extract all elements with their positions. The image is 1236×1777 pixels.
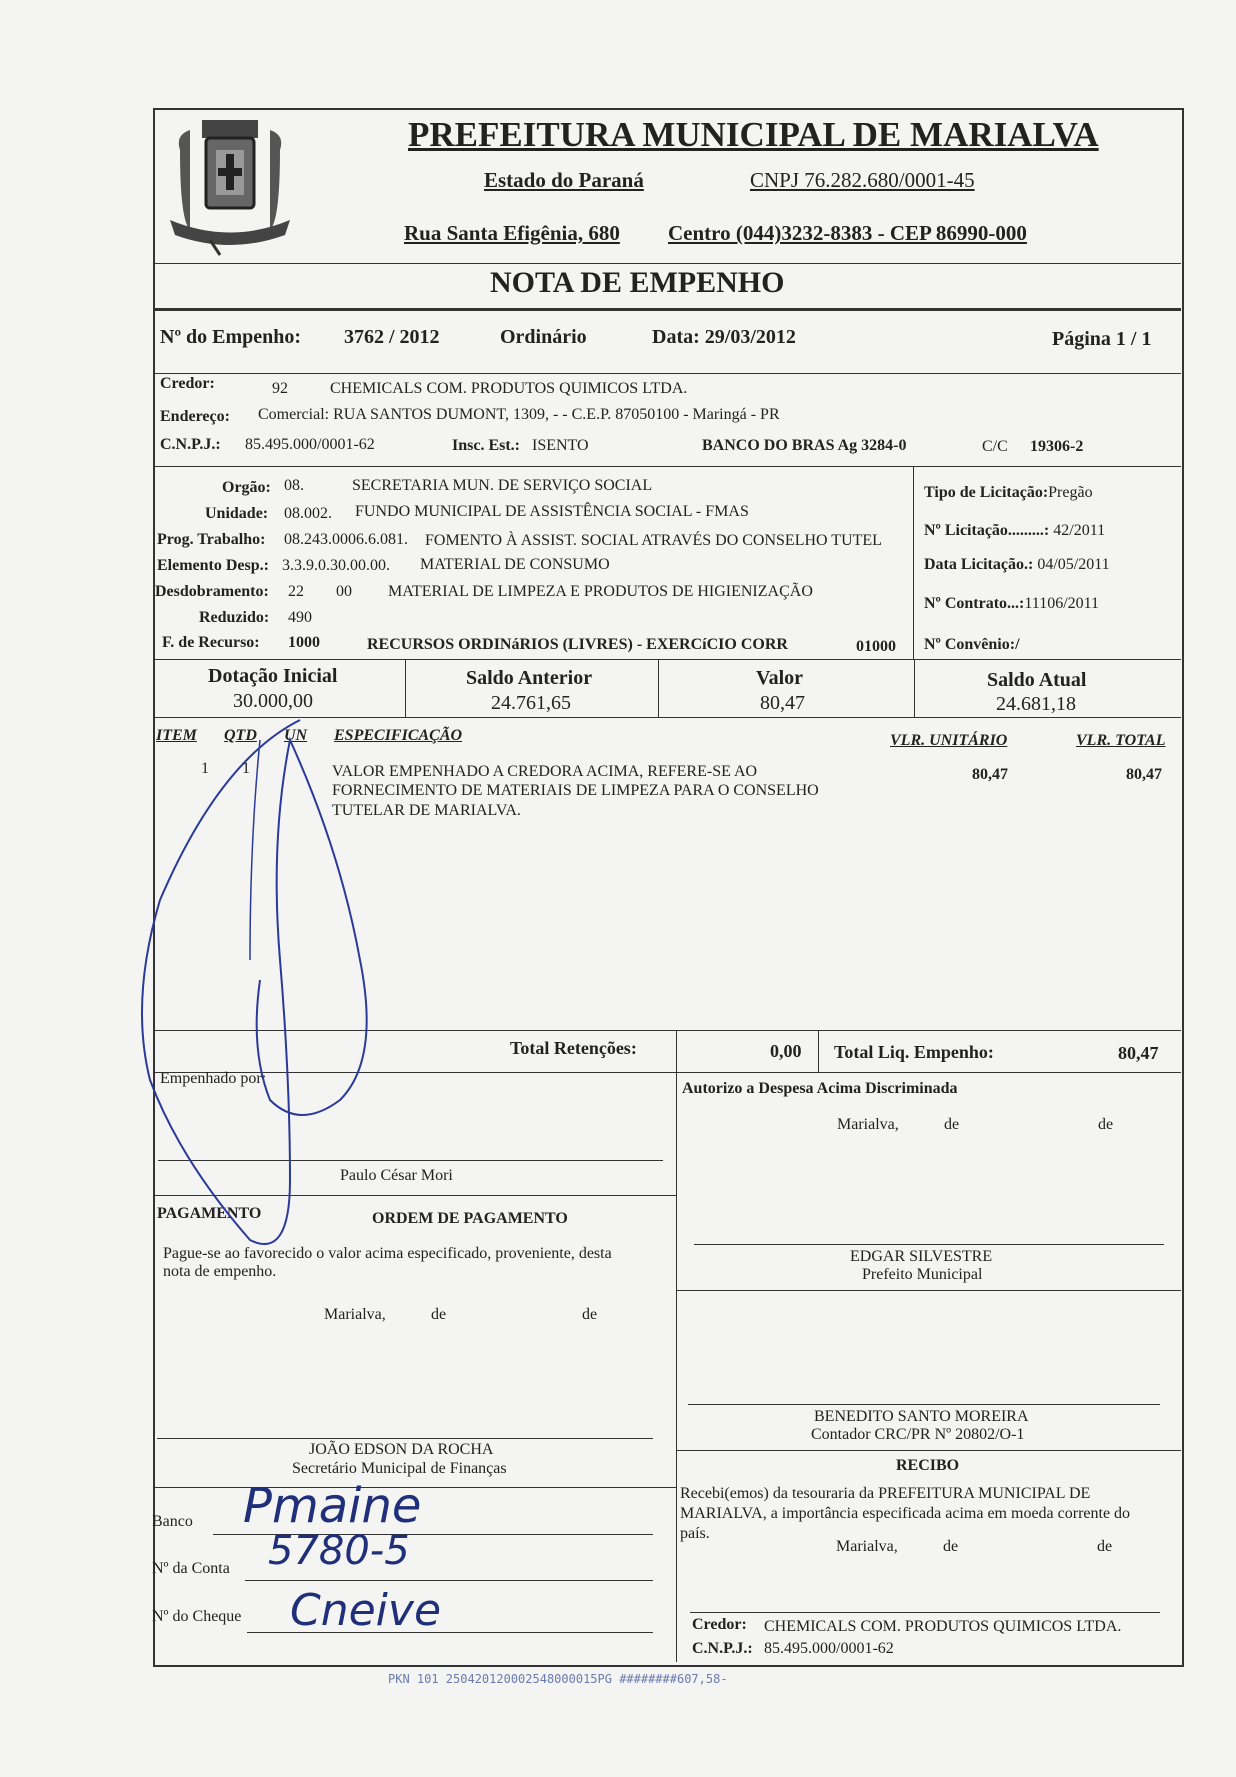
reduzido-label: Reduzido: — [199, 609, 270, 626]
licitacao-num — [924, 522, 1105, 540]
credor-label: Credor: — [160, 375, 215, 392]
autorizo-de2: de — [1098, 1116, 1114, 1133]
reduzido-value: 490 — [288, 609, 312, 626]
total-liq-value: 80,47 — [1118, 1043, 1159, 1063]
desd-label: Desdobramento: — [155, 583, 269, 600]
credor-code: 92 — [272, 380, 288, 397]
pen-scribble-icon — [140, 700, 463, 1260]
address-field-label: Endereço: — [160, 408, 230, 425]
orgao-name: SECRETARIA MUN. DE SERVIÇO SOCIAL — [352, 477, 653, 494]
contrato — [924, 595, 1099, 613]
contrato-value: 11106/2011 — [1024, 595, 1100, 612]
empenho-date: Data: 29/03/2012 — [652, 326, 796, 348]
contrato-label: Nº Contrato...: — [924, 595, 1025, 612]
total-liq-label: Total Liq. Empenho: — [834, 1042, 994, 1062]
pagamento-text1: Pague-se ao favorecido o valor acima especificado, proveniente, desta — [163, 1245, 612, 1262]
total-retencoes-value: 0,00 — [770, 1041, 802, 1061]
convenio: Nº Convênio:/ — [924, 636, 1020, 653]
credor-cnpj: 85.495.000/0001-62 — [245, 436, 375, 453]
recibo-cnpj: 85.495.000/0001-62 — [764, 1640, 894, 1657]
desd-sub: 00 — [336, 583, 352, 600]
item-total-value: 80,47 — [1126, 766, 1162, 783]
valor-label: Valor — [756, 667, 804, 689]
empenho-label: Nº do Empenho: — [160, 326, 302, 348]
conta-handwritten: 5780-5 — [268, 1528, 410, 1574]
recibo-text2: MARIALVA, a importância especificada acima em moeda corrente do — [680, 1505, 1131, 1522]
item-unit-value: 80,47 — [972, 766, 1008, 783]
prefeito-role: Prefeito Municipal — [862, 1266, 983, 1283]
recibo-title: RECIBO — [896, 1457, 960, 1474]
banco-handwritten: Pmaine — [243, 1478, 422, 1534]
item-qty: 1 — [242, 760, 250, 777]
credor-name: CHEMICALS COM. PRODUTOS QUIMICOS LTDA. — [330, 380, 688, 397]
cheque-handwritten: Cneive — [290, 1585, 442, 1636]
total-retencoes-label: Total Retenções: — [510, 1038, 637, 1058]
autorizo-de1: de — [944, 1116, 960, 1133]
prog-label: Prog. Trabalho: — [157, 531, 266, 548]
unidade-name: FUNDO MUNICIPAL DE ASSISTÊNCIA SOCIAL - FMAS — [355, 503, 749, 520]
dotacao-inicial-value: 30.000,00 — [233, 690, 313, 712]
saldo-atual-label: Saldo Atual — [987, 669, 1087, 691]
bank-info: BANCO DO BRAS Ag 3284-0 — [702, 437, 907, 454]
conta-label: Nº da Conta — [152, 1560, 230, 1577]
prog-code: 08.243.0006.6.081. — [284, 531, 408, 548]
contador-role: Contador CRC/PR Nº 20802/O-1 — [811, 1426, 1025, 1443]
licitacao-data-value: 04/05/2011 — [1037, 556, 1110, 573]
valor-value: 80,47 — [760, 692, 805, 714]
pagamento-de2: de — [582, 1306, 598, 1323]
recibo-text1: Recebi(emos) da tesouraria da PREFEITURA MUNICIPAL DE — [680, 1485, 1091, 1502]
page-title: PREFEITURA MUNICIPAL DE MARIALVA — [408, 115, 1099, 154]
pagamento-place: Marialva, — [324, 1306, 386, 1323]
empenhado-label: Empenhado por: — [160, 1070, 267, 1087]
cc-label: C/C — [982, 438, 1008, 455]
saldo-atual-value: 24.681,18 — [996, 693, 1076, 715]
autorizo-label: Autorizo a Despesa Acima Discriminada — [682, 1080, 958, 1097]
item-desc-line1: VALOR EMPENHADO A CREDORA ACIMA, REFERE-SE AO — [332, 763, 758, 780]
recibo-de1: de — [943, 1538, 959, 1555]
licitacao-num-label: Nº Licitação.........: — [924, 522, 1050, 539]
desd-code: 22 — [288, 583, 304, 600]
col-un: UN — [284, 727, 308, 744]
empenhado-name: Paulo César Mori — [340, 1167, 453, 1184]
fonte-name: RECURSOS ORDINáRIOS (LIVRES) - EXERCíCIO CORR — [367, 636, 788, 653]
col-qtd: QTD — [224, 727, 257, 744]
orgao-code: 08. — [284, 477, 304, 494]
contador-name: BENEDITO SANTO MOREIRA — [814, 1408, 1029, 1425]
page-number: Página 1 / 1 — [1052, 328, 1152, 350]
pagamento-de1: de — [431, 1306, 447, 1323]
recibo-cnpj-label: C.N.P.J.: — [692, 1640, 753, 1657]
doc-title: NOTA DE EMPENHO — [490, 266, 785, 299]
secretario-role: Secretário Municipal de Finanças — [292, 1460, 507, 1477]
cheque-label: Nº do Cheque — [152, 1608, 242, 1625]
cnpj-field-label: C.N.P.J.: — [160, 436, 221, 453]
fonte-label: F. de Recurso: — [162, 634, 260, 651]
col-vlr-total: VLR. TOTAL — [1076, 732, 1166, 749]
recibo-place: Marialva, — [836, 1538, 898, 1555]
recibo-text3: país. — [680, 1525, 710, 1542]
recibo-credor: CHEMICALS COM. PRODUTOS QUIMICOS LTDA. — [764, 1618, 1122, 1635]
ordem-pagamento-title: ORDEM DE PAGAMENTO — [372, 1210, 568, 1227]
elem-label: Elemento Desp.: — [157, 557, 269, 574]
col-vlr-unitario: VLR. UNITÁRIO — [890, 732, 1008, 749]
empenho-type: Ordinário — [500, 326, 587, 348]
prog-name: FOMENTO À ASSIST. SOCIAL ATRAVÉS DO CONSELHO TUTEL — [425, 532, 882, 549]
saldo-anterior-label: Saldo Anterior — [466, 667, 593, 689]
licitacao-tipo — [924, 484, 1093, 502]
empenho-number: 3762 / 2012 — [344, 326, 440, 348]
address-label: Rua Santa Efigênia, 680 — [404, 221, 620, 245]
fonte-num: 01000 — [856, 638, 896, 655]
prefeito-name: EDGAR SILVESTRE — [850, 1248, 993, 1265]
unidade-label: Unidade: — [205, 505, 269, 522]
orgao-label: Orgão: — [222, 479, 271, 496]
item-desc-line3: TUTELAR DE MARIALVA. — [332, 802, 521, 819]
unidade-code: 08.002. — [284, 505, 332, 522]
col-especificacao: ESPECIFICAÇÃO — [334, 727, 463, 744]
footer-barcode-text: PKN 101 250420120002548000015PG ########607,58- — [388, 1672, 728, 1686]
recibo-credor-label: Credor: — [692, 1616, 747, 1633]
licitacao-tipo-value: Pregão — [1048, 484, 1093, 501]
secretario-name: JOÃO EDSON DA ROCHA — [309, 1441, 494, 1458]
pagamento-label: PAGAMENTO — [157, 1205, 262, 1222]
saldo-anterior-value: 24.761,65 — [491, 692, 571, 714]
insc-value: ISENTO — [532, 437, 589, 454]
desd-name: MATERIAL DE LIMPEZA E PRODUTOS DE HIGIENIZAÇÃO — [388, 583, 813, 600]
credor-address: Comercial: RUA SANTOS DUMONT, 1309, - - C.E.P. 87050100 - Maringá - PR — [258, 406, 780, 423]
licitacao-num-value: 42/2011 — [1053, 522, 1106, 539]
item-desc-line2: FORNECIMENTO DE MATERIAIS DE LIMPEZA PARA O CONSELHO — [332, 782, 819, 799]
elem-name: MATERIAL DE CONSUMO — [420, 556, 610, 573]
item-number: 1 — [201, 760, 209, 777]
contact-label: Centro (044)3232-8383 - CEP 86990-000 — [668, 221, 1027, 245]
pagamento-text2: nota de empenho. — [163, 1263, 277, 1280]
recibo-de2: de — [1097, 1538, 1113, 1555]
col-item: ITEM — [156, 727, 197, 744]
state-label: Estado do Paraná — [484, 168, 644, 192]
dotacao-inicial-label: Dotação Inicial — [208, 665, 338, 687]
insc-label: Insc. Est.: — [452, 437, 521, 454]
licitacao-data — [924, 556, 1110, 574]
licitacao-tipo-label: Tipo de Licitação: — [924, 484, 1049, 501]
cc-value: 19306-2 — [1030, 438, 1084, 455]
elem-code: 3.3.9.0.30.00.00. — [282, 557, 390, 574]
licitacao-data-label: Data Licitação.: — [924, 556, 1034, 573]
autorizo-place: Marialva, — [837, 1116, 899, 1133]
fonte-code: 1000 — [288, 634, 320, 651]
banco-label: Banco — [152, 1513, 193, 1530]
cnpj-label: CNPJ 76.282.680/0001-45 — [750, 168, 975, 192]
coat-of-arms-icon — [160, 110, 300, 260]
